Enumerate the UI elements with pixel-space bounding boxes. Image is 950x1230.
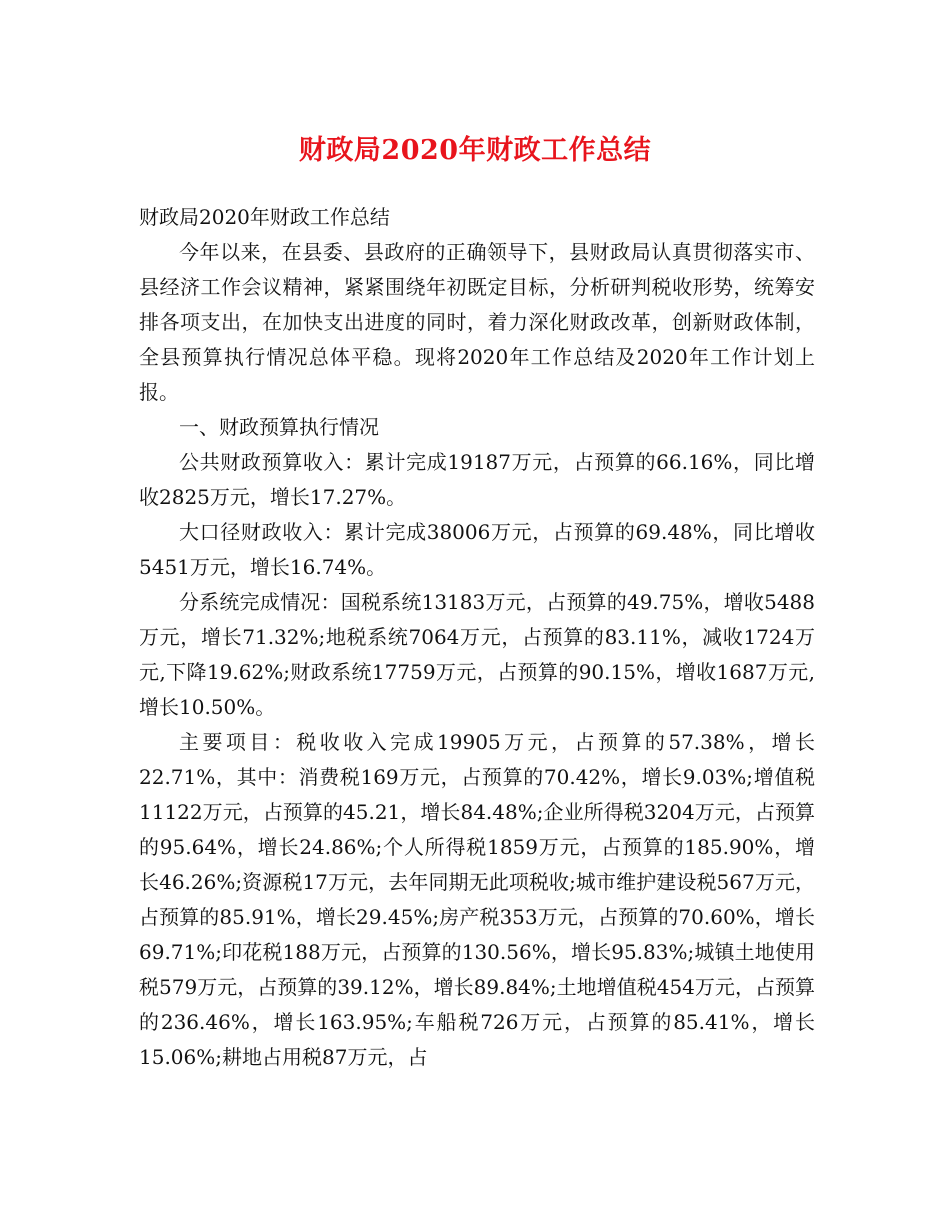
broad-revenue-paragraph: 大口径财政收入：累计完成38006万元，占预算的69.48%，同比增收5451万元，增长16.74%。 <box>139 520 815 579</box>
doc-heading-line: 财政局2020年财政工作总结 <box>139 205 390 229</box>
main-items-paragraph: 主要项目：税收收入完成19905万元，占预算的57.38%，增长22.71%，其中：消费税169万元，占预算的70.42%，增长9.03%;增值税11122万元，占预算的45.21，增长84.48%;企业所得税3204万元，占预算的95.64%，增长24.86%;个人所得税1859万元，占预算的185.90%，增长46.26%;资源税17万元，去年同期无此项税收;城市维护建设税567万元，占预算的85.91%，增长29.45%;房产税353万元，占预算的70.60%，增长69.71%;印花税188万元，占预算的130.56%，增长95.83%;城镇土地使用税579万元，占预算的39.12%，增长89.84%;土地增值税454万元，占预算的236.46%，增长163.95%;车船税726万元，占预算的85.41%，增长15.06%;耕地占用税87万元，占 <box>139 730 815 1069</box>
intro-paragraph: 今年以来，在县委、县政府的正确领导下，县财政局认真贯彻落实市、县经济工作会议精神，紧紧围绕年初既定目标，分析研判税收形势，统筹安排各项支出，在加快支出进度的同时，着力深化财政改革，创新财政体制，全县预算执行情况总体平稳。现将2020年工作总结及2020年工作计划上报。 <box>139 240 815 404</box>
section-heading: 一、财政预算执行情况 <box>179 415 379 439</box>
document-body <box>139 200 815 1075</box>
system-breakdown-paragraph: 分系统完成情况：国税系统13183万元，占预算的49.75%，增收5488万元，增长71.32%;地税系统7064万元，占预算的83.11%，减收1724万元,下降19.62%;财政系统17759万元，占预算的90.15%，增收1687万元,增长10.50%。 <box>139 590 815 719</box>
public-budget-paragraph: 公共财政预算收入：累计完成19187万元，占预算的66.16%，同比增收2825万元，增长17.27%。 <box>139 450 815 509</box>
document-title: 财政局2020年财政工作总结 <box>298 135 652 166</box>
